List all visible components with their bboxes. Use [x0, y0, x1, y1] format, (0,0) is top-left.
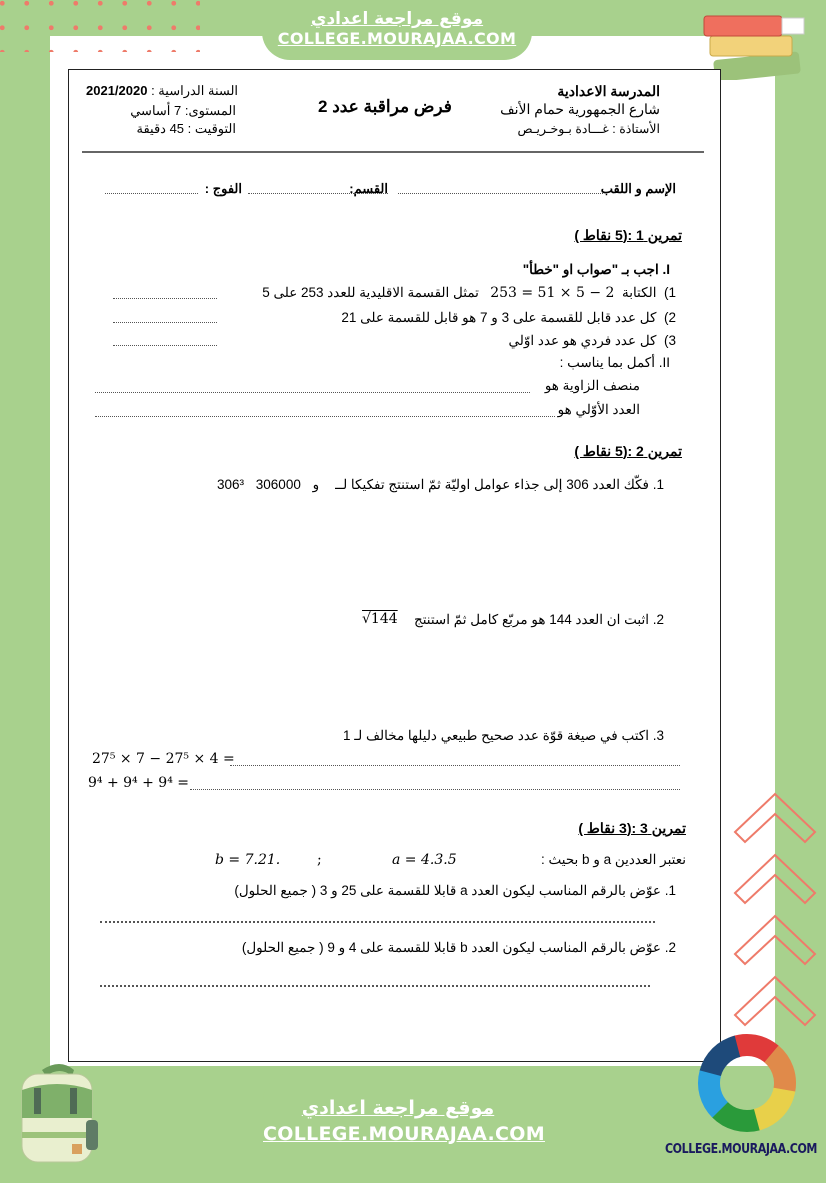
item-text: تمثل القسمة الاقليدية للعدد 253 على 5	[262, 285, 479, 300]
exercise2-title: تمرين 2 :(5 نقاط )	[574, 443, 682, 459]
exam-title: فرض مراقبة عدد 2	[318, 97, 452, 116]
year-label: السنة الدراسية :	[151, 83, 239, 98]
expr2: 9⁴ + 9⁴ + 9⁴ =	[88, 775, 190, 791]
chevron-up-icon	[733, 914, 817, 974]
ex3-q2: 2. عوّض بالرقم المناسب ليكون العدد b قابلا للقسمة على 4 و 9 ( جميع الحلول)	[241, 940, 676, 955]
separator: ;	[317, 852, 322, 868]
decorative-dots	[0, 0, 200, 52]
name-field[interactable]	[398, 193, 603, 194]
name-label: الإسم و اللقب	[600, 181, 676, 196]
school-name: المدرسة الاعدادية	[557, 83, 660, 99]
complete-item: منصف الزاوية هو	[544, 378, 640, 393]
item-text: الكتابة	[621, 285, 657, 300]
ex2-q3: 3. اكتب في صيغة قوّة عدد صحيح طبيعي دليلها مخالف لـ 1	[342, 728, 664, 743]
a-value: a = 4.3.5	[392, 852, 457, 868]
chevron-up-icon	[733, 853, 817, 913]
ex2-q2: 2. اثبت ان العدد 144 هو مربّع كامل ثمّ استنتج	[414, 612, 664, 627]
ex1-item3	[509, 333, 676, 349]
exercise3-title: تمرين 3 :(3 نقاط )	[578, 820, 686, 836]
item-text: كل عدد قابل للقسمة على 3 و 7 هو قابل للقسمة على 21	[341, 310, 657, 325]
school-subjects-logo	[697, 1033, 797, 1133]
school-street: شارع الجمهورية حمام الأنف	[500, 101, 660, 117]
item-math: 253 = 51 × 5 − 2	[490, 285, 615, 301]
ex3-intro: نعتبر العددين a و b بحيث :	[540, 852, 686, 867]
banner-arabic: موقع مراجعة اعدادي	[310, 9, 484, 29]
item-text: كل عدد فردي هو عدد اوّلي	[508, 333, 657, 348]
ex3-q1: 1. عوّض بالرقم المناسب ليكون العدد a قابلا للقسمة على 25 و 3 ( جميع الحلول)	[234, 883, 676, 898]
answer-field[interactable]	[230, 765, 680, 766]
ex1-part2: II. أكمل بما يناسب :	[559, 355, 670, 370]
item-number: 1)	[663, 285, 676, 300]
answer-field[interactable]	[100, 985, 650, 987]
backpack-icon	[12, 1060, 112, 1165]
duration: التوقيت : 45 دقيقة	[136, 121, 236, 136]
banner-url[interactable]: COLLEGE.MOURAJAA.COM	[277, 29, 517, 48]
chevron-up-icon	[733, 792, 817, 852]
answer-field[interactable]	[95, 392, 530, 393]
ex1-part1: I. اجب بـ "صواب او "خطأ"	[522, 262, 670, 277]
expr1: 27⁵ × 7 − 27⁵ × 4 =	[92, 751, 235, 767]
answer-field[interactable]	[95, 416, 555, 417]
complete-item: العدد الأوّلي هو	[557, 402, 640, 417]
answer-field[interactable]	[100, 921, 655, 923]
ex1-item1	[262, 285, 676, 301]
chevron-up-icon	[733, 975, 817, 1035]
b-value: b = 7.21.	[215, 852, 281, 868]
group-field[interactable]	[105, 193, 198, 194]
item-number: 3)	[663, 333, 676, 348]
top-banner[interactable]	[262, 0, 532, 60]
year-value: 2021/2020	[86, 83, 148, 98]
exercise1-title: تمرين 1 :(5 نقاط )	[574, 227, 682, 243]
brand-logo-text: COLLEGE.MOURAJAA.COM	[665, 1142, 817, 1157]
answer-field[interactable]	[113, 322, 217, 323]
level: المستوى: 7 أساسي	[130, 103, 236, 118]
exam-frame	[68, 69, 721, 1062]
ex2-q1: 1. فكّك العدد 306 إلى جذاء عوامل اوليّة ثمّ استنتج تفكيكا لــ	[335, 477, 664, 492]
ex2-q1-math: 306³ و 306000	[217, 477, 320, 492]
bottom-banner[interactable]	[263, 1073, 545, 1183]
school-year	[86, 83, 238, 99]
header-divider	[82, 151, 704, 153]
teacher-name: الأستاذة : غـــادة بـوخـريـص	[517, 122, 660, 136]
item-number: 2)	[663, 310, 676, 325]
answer-field[interactable]	[113, 298, 217, 299]
answer-field[interactable]	[190, 789, 680, 790]
answer-field[interactable]	[113, 345, 217, 346]
section-field[interactable]	[248, 193, 388, 194]
ex2-q2-math: √144	[362, 611, 398, 627]
group-label: الفوج :	[204, 181, 242, 196]
banner-url[interactable]: COLLEGE.MOURAJAA.COM	[263, 1123, 545, 1145]
ex1-item2	[341, 310, 676, 326]
section-label: القسم:	[349, 181, 388, 196]
banner-arabic: موقع مراجعة اعدادي	[301, 1097, 495, 1119]
